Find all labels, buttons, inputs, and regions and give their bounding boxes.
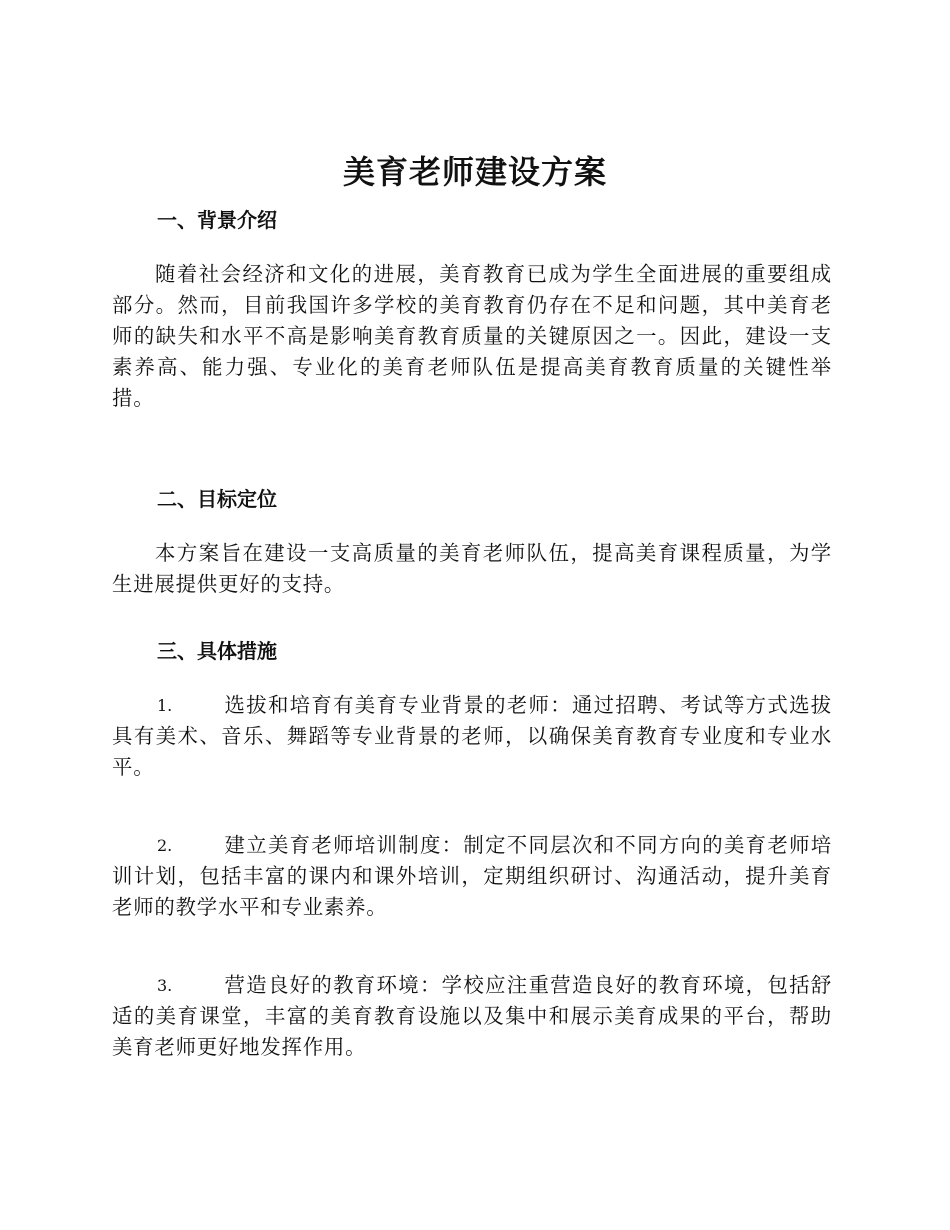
measure-item-number: 1. <box>157 696 173 715</box>
section-heading-background: 一、背景介绍 <box>157 208 277 232</box>
measure-item-1 <box>112 690 832 783</box>
measure-item-number: 2. <box>157 836 173 855</box>
document-title: 美育老师建设方案 <box>342 153 607 191</box>
section-heading-measures: 三、具体措施 <box>157 639 277 663</box>
section-paragraph-background: 随着社会经济和文化的进展，美育教育已成为学生全面进展的重要组成部分。然而，目前我国许多学校的美育教育仍存在不足和问题，其中美育老师的缺失和水平不高是影响美育教育质量的关键原因之一。因此，建设一支素养高、能力强、专业化的美育老师队伍是提高美育教育质量的关键性举措。 <box>112 262 832 410</box>
measure-item-text: 选拔和培育有美育专业背景的老师：通过招聘、考试等方式选拔具有美术、音乐、舞蹈等专业背景的老师，以确保美育教育专业度和专业水平。 <box>112 693 832 779</box>
measure-item-text: 营造良好的教育环境：学校应注重营造良好的教育环境，包括舒适的美育课堂，丰富的美育教育设施以及集中和展示美育成果的平台，帮助美育老师更好地发挥作用。 <box>112 973 832 1059</box>
measure-item-text: 建立美育老师培训制度：制定不同层次和不同方向的美育老师培训计划，包括丰富的课内和课外培训，定期组织研讨、沟通活动，提升美育老师的教学水平和专业素养。 <box>112 833 832 919</box>
measure-item-2 <box>112 830 832 923</box>
measure-item-3 <box>112 970 832 1063</box>
section-heading-goal: 二、目标定位 <box>157 487 277 511</box>
measure-item-number: 3. <box>157 976 173 995</box>
section-paragraph-goal: 本方案旨在建设一支高质量的美育老师队伍，提高美育课程质量，为学生进展提供更好的支持。 <box>112 541 832 596</box>
